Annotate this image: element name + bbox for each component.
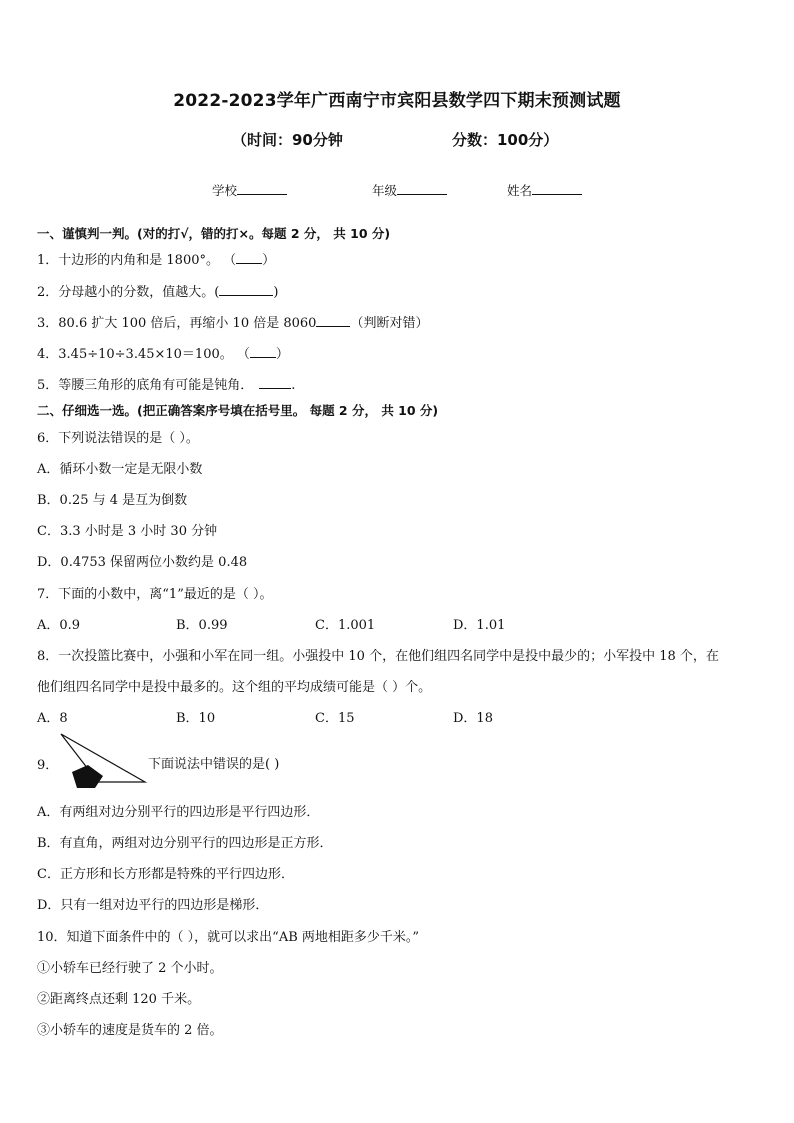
q1-answer-blank[interactable]	[236, 251, 262, 264]
q6-option-b[interactable]: B．0.25 与 4 是互为倒数	[37, 493, 188, 508]
q4-answer-blank[interactable]	[250, 345, 276, 358]
q8-option-c[interactable]: C．15	[315, 711, 355, 726]
grade-field[interactable]	[372, 181, 447, 199]
q3-after: （判断对错）	[350, 316, 429, 331]
section2-heading: 二、仔细选一选。(把正确答案序号填在括号里。 每题 2 分， 共 10 分)	[37, 403, 439, 418]
q8-option-b[interactable]: B．10	[176, 711, 216, 726]
q9-option-d[interactable]: D．只有一组对边平行的四边形是梯形．	[37, 898, 269, 913]
q10-condition-1[interactable]: ①小轿车已经行驶了 2 个小时。	[37, 961, 223, 976]
q9-number: 9．	[37, 758, 59, 773]
question-8-line2: 他们组四名同学中是投中最多的。这个组的平均成绩可能是（ ）个。	[37, 680, 432, 695]
q4-text: 4．3.45÷10÷3.45×10＝100。 （	[37, 347, 250, 362]
q1-text: 1．十边形的内角和是 1800°。 （	[37, 253, 237, 268]
school-field[interactable]	[212, 181, 287, 199]
question-9: 下面说法中错误的是( )	[148, 757, 280, 772]
q7-option-a[interactable]: A．0.9	[37, 618, 81, 633]
exam-score: 分数：100分）	[452, 131, 559, 149]
q7-option-b[interactable]: B．0.99	[176, 618, 228, 633]
q5-text: 5．等腰三角形的底角有可能是钝角．	[37, 378, 254, 393]
question-10: 10．知道下面条件中的（ ），就可以求出“AB 两地相距多少千米。”	[37, 930, 420, 945]
q2-answer-blank[interactable]	[219, 283, 273, 296]
q1-close: ）	[262, 253, 276, 268]
question-2	[37, 281, 278, 300]
ink-blot	[72, 765, 103, 788]
page-title: 2022-2023学年广西南宁市宾阳县数学四下期末预测试题	[173, 91, 621, 111]
q7-option-d[interactable]: D．1.01	[453, 618, 506, 633]
section1-heading: 一、谨慎判一判。(对的打√，错的打×。每题 2 分， 共 10 分)	[37, 226, 391, 241]
school-label: 学校	[212, 183, 238, 198]
q4-close: ）	[275, 347, 289, 362]
name-field[interactable]	[507, 181, 582, 199]
name-label: 姓名	[507, 183, 533, 198]
q6-option-c[interactable]: C．3.3 小时是 3 小时 30 分钟	[37, 524, 218, 539]
grade-label: 年级	[372, 183, 398, 198]
triangle-figure	[58, 732, 148, 792]
question-6: 6．下列说法错误的是（ ）。	[37, 431, 199, 446]
q10-condition-3[interactable]: ③小轿车的速度是货车的 2 倍。	[37, 1023, 223, 1038]
q9-option-a[interactable]: A．有两组对边分别平行的四边形是平行四边形．	[37, 805, 320, 820]
name-blank[interactable]	[532, 182, 582, 195]
q3-text: 3．80.6 扩大 100 倍后，再缩小 10 倍是 8060	[37, 316, 317, 331]
q2-text: 2．分母越小的分数，值越大。(	[37, 285, 220, 300]
question-3	[37, 312, 428, 331]
school-blank[interactable]	[237, 182, 287, 195]
q9-option-b[interactable]: B．有直角，两组对边分别平行的四边形是正方形．	[37, 836, 333, 851]
exam-time: （时间：90分钟	[232, 131, 343, 149]
q5-after: .	[291, 378, 296, 393]
grade-blank[interactable]	[397, 182, 447, 195]
q8-option-a[interactable]: A．8	[37, 711, 68, 726]
q9-option-c[interactable]: C．正方形和长方形都是特殊的平行四边形．	[37, 867, 294, 882]
question-4	[37, 343, 289, 362]
q10-condition-2[interactable]: ②距离终点还剩 120 千米。	[37, 992, 201, 1007]
question-8-line1: 8．一次投篮比赛中，小强和小军在同一组。小强投中 10 个，在他们组四名同学中是投中最少的；小军投中 18 个，在	[37, 649, 719, 664]
q2-close: )	[273, 285, 279, 300]
question-5	[37, 374, 295, 393]
q7-option-c[interactable]: C．1.001	[315, 618, 376, 633]
q5-answer-blank[interactable]	[259, 376, 291, 389]
question-1	[37, 249, 275, 268]
q6-option-a[interactable]: A．循环小数一定是无限小数	[37, 462, 203, 477]
q6-option-d[interactable]: D．0.4753 保留两位小数约是 0.48	[37, 555, 248, 570]
question-7: 7．下面的小数中，离“1”最近的是（ ）。	[37, 587, 273, 602]
q8-option-d[interactable]: D．18	[453, 711, 493, 726]
q3-answer-blank[interactable]	[316, 314, 350, 327]
